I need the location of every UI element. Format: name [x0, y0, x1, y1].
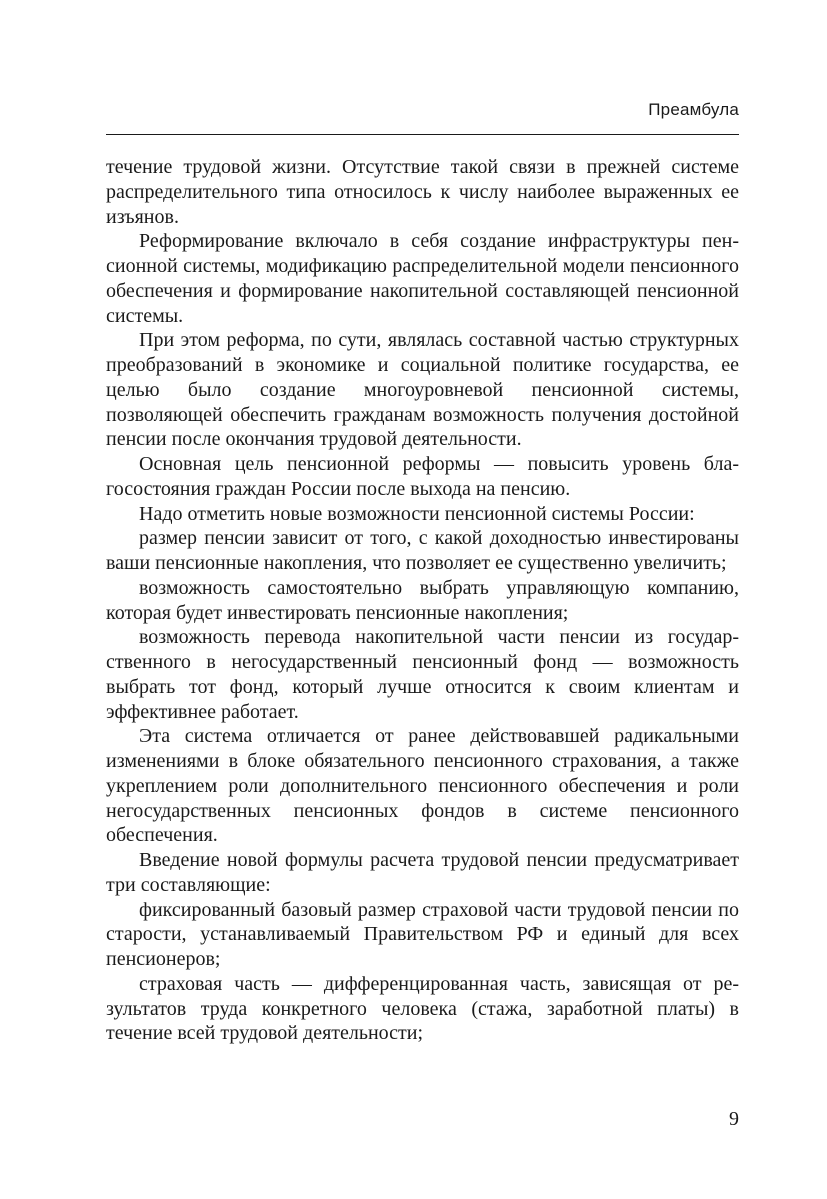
paragraph: Эта система отличается от ранее действовавшей радикальными изменениями в блоке обязательного пенсионного страхования, а также укреплением роли дополнительного пенсионного обеспечения и роли негосударственных пенсионных фондов в системе пенсионного обеспечения.: [106, 725, 739, 847]
list-item: страховая часть — дифференцированная часть, зависящая от результатов труда конкретного человека (стажа, заработной платы) в течение всей трудовой деятельности;: [106, 972, 739, 1045]
paragraph: Реформирование включало в себя создание инфраструктуры пенсионной системы, модификацию распределительной модели пенсионного обеспечения и формирование накопительной составляющей пенсионной системы.: [106, 230, 739, 327]
paragraph: Надо отметить новые возможности пенсионной системы России:: [139, 502, 695, 525]
paragraph: Основная цель пенсионной реформы — повысить уровень благосостояния граждан России после выхода на пенсию.: [106, 453, 739, 500]
page-body: [106, 155, 739, 1046]
running-head-title: Преамбула: [648, 100, 739, 119]
paragraph: При этом реформа, по сути, являлась составной частью структурных преобразований в экономике и социальной политике государства, ее целью было создание многоуровневой пенсионной системы, позволяющей обеспечить гражданам возможность получения достойной пенсии после окончания трудовой деятельности.: [106, 329, 739, 451]
list-item: возможность перевода накопительной части пенсии из государственного в негосударственный пенсионный фонд — возможность выбрать тот фонд, который лучше относится к своим клиентам и эффективнее работает.: [106, 626, 739, 723]
header-rule: [106, 134, 739, 135]
paragraph: Введение новой формулы расчета трудовой пенсии предусматривает три составляющие:: [106, 849, 739, 896]
paragraph: течение трудовой жизни. Отсутствие такой связи в прежней системе распределительного типа относилось к числу наиболее выраженных ее изъянов.: [106, 156, 739, 228]
page-number: 9: [729, 1108, 739, 1130]
list-item: размер пенсии зависит от того, с какой доходностью инвестированы ваши пенсионные накопления, что позволяет ее существенно увеличить;: [106, 527, 739, 574]
list-item: фиксированный базовый размер страховой части трудовой пенсии по старости, устанавливаемый Правительством РФ и единый для всех пенсионеров;: [106, 898, 739, 970]
list-item: возможность самостоятельно выбрать управляющую компанию, которая будет инвестировать пенсионные накопления;: [106, 576, 739, 624]
